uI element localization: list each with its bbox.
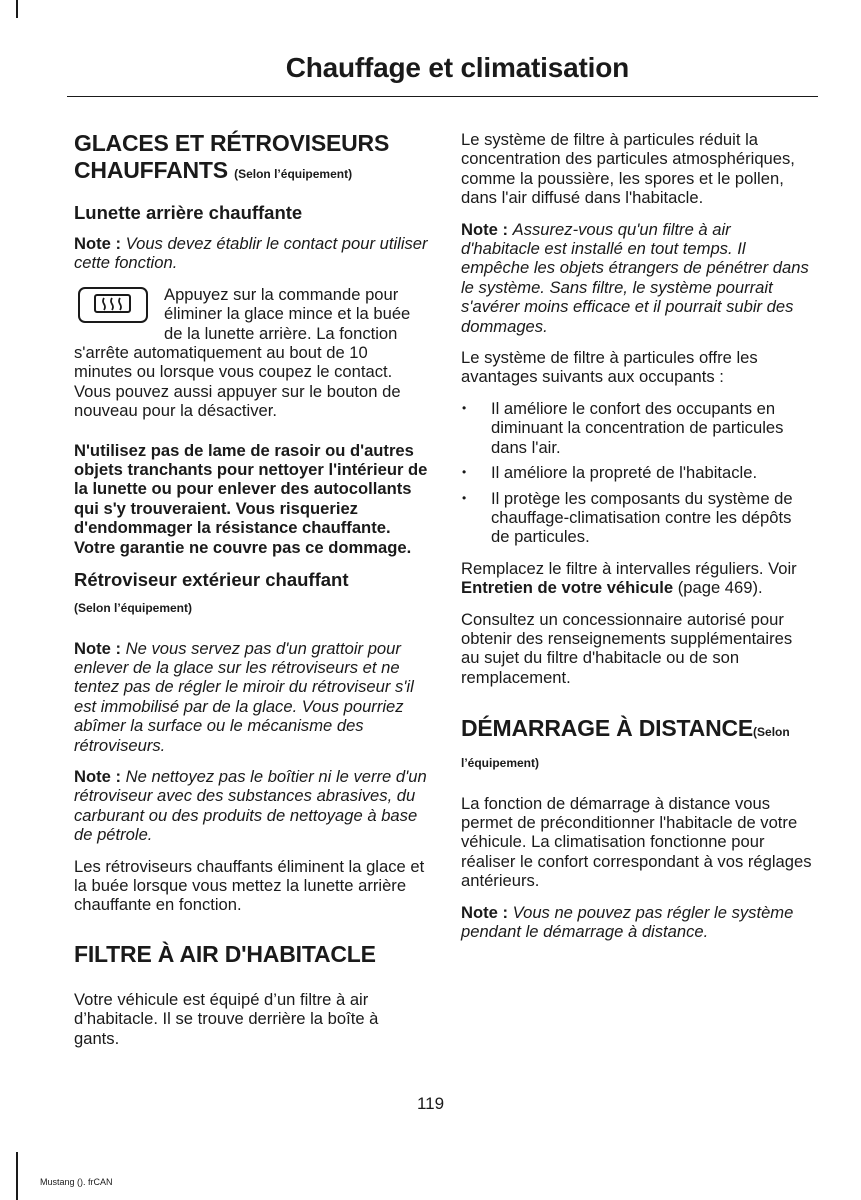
paragraph-cabin-filter: Votre véhicule est équipé d’un filtre à air d’habitacle. Il se trouve derrière la boîte à gants. [74,989,379,1048]
paragraph-benefits: Le système de filtre à particules offre les avantages suivants aux occupants : [461,348,758,387]
list-item: • Il améliore la propreté de l'habitacle. [461,463,813,482]
page-number: 119 [416,1094,445,1113]
note-ignition [74,234,428,273]
page-title: Chauffage et climatisation [285,52,629,83]
section-heading-heated-glass [74,130,428,188]
note-cleaning [74,767,428,845]
note-label: Note : [461,219,509,239]
right-column [461,130,813,953]
note-text: Assurez-vous qu'un filtre à air d'habitacle est installé en tout temps. Il empêche les objets étrangers de pénétrer dans le système. Sans filtre, le système pourrait s'avérer moins efficace et il pourrait subir des dommages. [461,219,809,336]
note-label: Note : [461,902,509,922]
defrost-paragraph [74,285,428,421]
list-item: • Il protège les composants du système de chauffage-climatisation contre les dépôts de particules. [461,489,813,547]
section-heading-remote-start [461,715,813,746]
header-rule [67,96,818,97]
section-heading-text: DÉMARRAGE À DISTANCE [461,715,754,742]
note-label: Note : [74,766,122,786]
paragraph-dealer: Consultez un concessionnaire autorisé pour obtenir des renseignements supplémentaires au sujet du filtre d'habitacle ou de son remplacement. [461,609,793,687]
footer-text: Mustang (). frCAN [40,1177,113,1187]
rear-defrost-icon [78,287,148,323]
paragraph-heated-mirrors: Les rétroviseurs chauffants éliminent la glace et la buée lorsque vous mettez la lunette arrière chauffante en fonction. [74,856,425,915]
replace-text: Remplacez le filtre à intervalles réguliers. Voir [461,558,797,578]
note-label: Note : [74,638,122,658]
paragraph-remote-start: La fonction de démarrage à distance vous permet de préconditionner l'habitacle de votre véhicule. La climatisation fonctionne pour réaliser le confort correspondant à vos réglages antérieurs. [461,793,812,891]
equipment-qualifier: (Selon l’équipement) [74,601,193,616]
warning-text: N'utilisez pas de lame de rasoir ou d'autres objets tranchants pour nettoyer l'intérieur de la lunette ou pour enlever des autocollants qui s'y trouveraient. Vous risqueriez d'endommager la résistance chauffante. Votre garantie ne couvre pas ce dommage. [74,440,428,557]
note-text: Ne vous servez pas d'un grattoir pour enlever de la glace sur les rétroviseurs et ne tentez pas de régler le miroir du rétroviseur s'il est immobilisé par de la glace. Vous pourriez abîmer la surface ou le mécanisme des rétroviseurs. [74,638,414,755]
note-label: Note : [74,234,122,253]
note-remote-start [461,903,813,942]
note-filter-installed [461,220,813,336]
equipment-qualifier-continued: l’équipement) [461,756,540,771]
crop-mark [16,0,18,18]
left-column [74,130,428,1060]
replace-page-ref: (page 469). [677,578,763,598]
subheading-heated-mirror: Rétroviseur extérieur chauffant [74,569,349,591]
note-text: Vous devez établir le contact pour utiliser cette fonction. [74,234,428,273]
list-item: • Il améliore le confort des occupants en diminuant la concentration de particules dans l'air. [461,399,813,457]
equipment-qualifier: (Selon l’équipement) [234,167,353,181]
subheading-rear-window: Lunette arrière chauffante [74,202,303,223]
equipment-qualifier: (Selon [753,725,790,740]
defrost-text: Appuyez sur la commande pour éliminer la glace mince et la buée de la lunette arrière. La fonction s'arrête automatiquement au bout de 10 minutes ou lorsque vous coupez le contact. Vous pouvez aussi appuyer sur le bouton de nouveau pour la désactiver. [74,284,411,421]
section-heading-text: GLACES ET RÉTROVISEURS CHAUFFANTS [74,130,390,183]
cross-reference-link[interactable]: Entretien de votre véhicule [461,578,674,598]
note-text: Ne nettoyez pas le boîtier ni le verre d'un rétroviseur avec des substances abrasives, du carburant ou des produits de nettoyage à base de pétrole. [74,766,427,845]
crop-mark [16,1152,18,1200]
section-heading-cabin-filter: FILTRE À AIR D'HABITACLE [74,940,376,967]
benefits-list [461,399,813,547]
paragraph-replace-filter [461,559,813,598]
paragraph-particle-filter: Le système de filtre à particules réduit la concentration des particules atmosphériques, comme la poussière, les spores et le pollen, dans l'air diffusé dans l'habitacle. [461,130,795,208]
note-text: Vous ne pouvez pas régler le système pendant le démarrage à distance. [461,902,794,941]
note-scraper [74,639,428,755]
